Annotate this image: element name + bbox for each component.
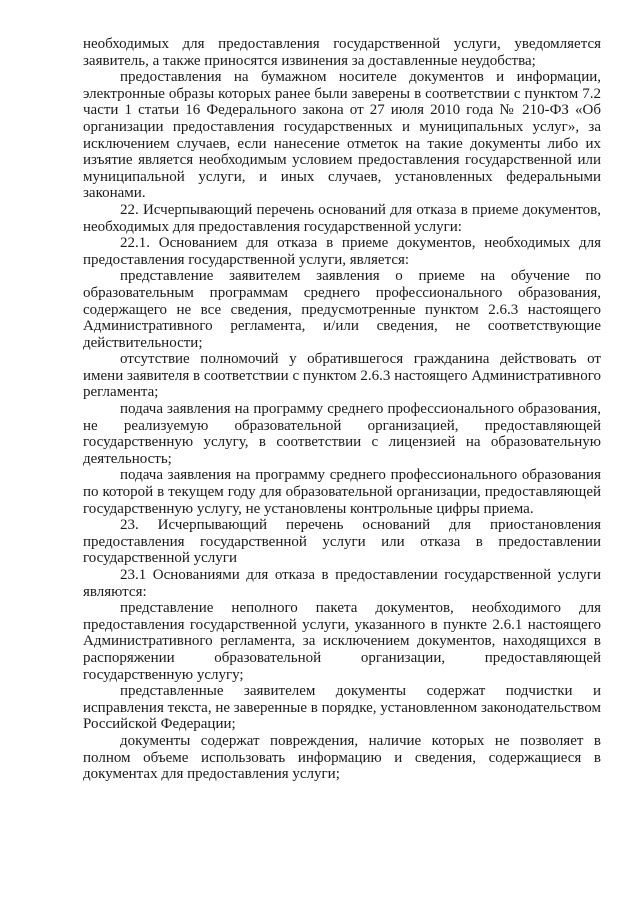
- list-item-damaged-documents: документы содержат повреждения, наличие которых не позволяет в полном объеме использовать информацию и сведения, содержащиеся в документах для предоставления услуги;: [83, 732, 601, 783]
- section-23-1-intro: 23.1 Основаниями для отказа в предоставлении государственной услуги являются:: [83, 567, 601, 600]
- list-item-incomplete-package: представление неполного пакета документов, необходимого для предоставления государственной услуги, указанного в пункте 2.6.1 настоящего Административного регламента, за исключением документов, находящихся в распоряжении образовательной организации, предоставляющей государственную услугу;: [83, 600, 601, 683]
- list-item-no-admission-quota: подача заявления на программу среднего профессионального образования по которой в текущем году для образовательной организации, предоставляющей государственную услугу, не установлены контрольные цифры приема.: [83, 467, 601, 517]
- list-item-incomplete-application: представление заявителем заявления о приеме на обучение по образовательным программам среднего профессионального образования, содержащего не все сведения, предусмотренные пунктом 2.6.3 настоящего Административного регламента, и/или сведения, не соответствующие действительности;: [83, 268, 601, 351]
- list-item-unlicensed-program: подача заявления на программу среднего профессионального образования, не реализуемую образовательной организацией, предоставляющей государственную услугу, в соответствии с лицензией на образовательную деятельность;: [83, 401, 601, 467]
- section-22-1-intro: 22.1. Основанием для отказа в приеме документов, необходимых для предоставления государственной услуги, является:: [83, 235, 601, 268]
- document-page: [83, 36, 601, 783]
- list-item-no-authority: отсутствие полномочий у обратившегося гражданина действовать от имени заявителя в соответствии с пунктом 2.6.3 настоящего Административного регламента;: [83, 351, 601, 401]
- list-item-corrections: представленные заявителем документы содержат подчистки и исправления текста, не заверенные в порядке, установленном законодательством Российской Федерации;: [83, 683, 601, 733]
- section-22-heading: 22. Исчерпывающий перечень оснований для отказа в приеме документов, необходимых для предоставления государственной услуги:: [83, 201, 601, 235]
- paragraph-continuation: необходимых для предоставления государственной услуги, уведомляется заявитель, а также приносятся извинения за доставленные неудобства;: [83, 36, 601, 69]
- section-23-heading: 23. Исчерпывающий перечень оснований для приостановления предоставления государственной услуги или отказа в предоставлении государственной услуги: [83, 517, 601, 567]
- paragraph-paper-documents: предоставления на бумажном носителе документов и информации, электронные образы которых ранее были заверены в соответствии с пунктом 7.2 части 1 статьи 16 Федерального закона от 27 июля 2010 года № 210-ФЗ «Об организации предоставления государственных и муниципальных услуг», за исключением случаев, если нанесение отметок на такие документы либо их изъятие является необходимым условием предоставления государственной или муниципальной услуги, и иных случаев, установленных федеральными законами.: [83, 69, 601, 202]
